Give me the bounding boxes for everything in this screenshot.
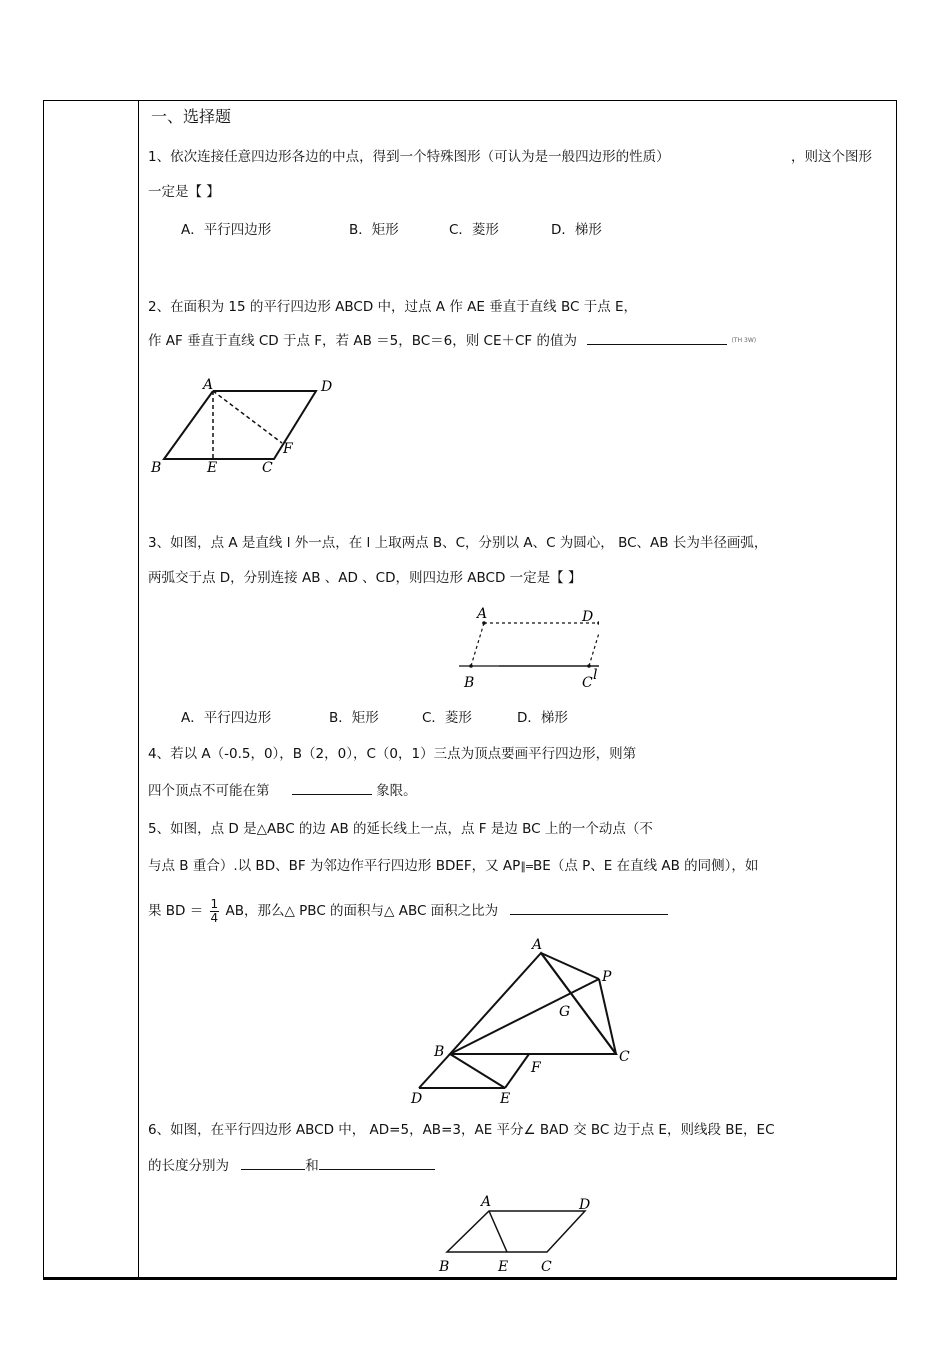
q5-line1: 5、如图，点 D 是△ABC 的边 AB 的延长线上一点，点 F 是边 BC 上的一个动点（不 <box>148 821 653 837</box>
q1-line2: 一定是【 】 <box>148 184 220 200</box>
q2-label-c: C <box>262 460 273 476</box>
q6-answer-blank-2 <box>319 1156 435 1170</box>
q5-label-c: C <box>619 1049 630 1065</box>
one-quarter-fraction <box>210 898 220 925</box>
q3-option-a: A．平行四边形 <box>181 710 272 726</box>
left-column <box>44 101 139 1277</box>
q5-line2-row <box>148 856 758 877</box>
q6-label-d: D <box>579 1197 591 1213</box>
q3-line2: 两弧交于点 D，分别连接 AB 、AD 、CD，则四边形 ABCD 一定是【 】 <box>148 570 582 586</box>
section-title: 一、选择题 <box>151 107 232 126</box>
q3-label-l: l <box>593 667 598 683</box>
q6-answer-blank-1 <box>241 1156 305 1170</box>
q3-label-d: D <box>582 609 594 625</box>
q4-line1: 4、若以 A（-0.5，0），B（2，0），C（0，1）三点为顶点要画平行四边形，则第 <box>148 746 637 762</box>
q1-option-a: A．平行四边形 <box>181 222 272 238</box>
q5-label-g: G <box>559 1004 571 1020</box>
q2-label-b: B <box>151 460 162 476</box>
q5-label-f: F <box>531 1060 541 1076</box>
q4-line2a: 四个顶点不可能在第 <box>148 783 270 799</box>
q3-construction-figure <box>449 601 599 696</box>
q5-label-b: B <box>434 1044 445 1060</box>
q2-parallelogram-figure <box>149 373 349 483</box>
q5-line3-row <box>148 897 668 925</box>
q5-label-p: P <box>602 969 612 985</box>
q5-line3a: 果 BD ＝ <box>148 903 204 919</box>
parallel-equal-symbol: ∥= <box>520 860 534 873</box>
q2-line1: 2、在面积为 15 的平行四边形 ABCD 中，过点 A 作 AE 垂直于直线 BC 于点 E， <box>148 299 638 315</box>
q2-label-e: E <box>207 460 218 476</box>
q1-line1: 1、依次连接任意四边形各边的中点，得到一个特殊图形（可认为是一般四边形的性质） <box>148 149 670 165</box>
q2-tiny-note: (TH 3W) <box>731 337 757 344</box>
q3-line1: 3、如图，点 A 是直线 l 外一点，在 l 上取两点 B、C，分别以 A、C 为圆心， BC、AB 长为半径画弧， <box>148 535 768 551</box>
q6-line2a: 的长度分别为 <box>148 1158 229 1174</box>
content-column <box>139 101 896 1277</box>
q2-label-a: A <box>203 377 214 393</box>
q6-parallelogram-figure <box>435 1189 605 1279</box>
q5-answer-blank <box>510 901 668 915</box>
q5-line2b: BE（点 P、E 在直线 AB 的同侧），如 <box>533 858 759 874</box>
q4-answer-blank <box>292 781 372 795</box>
q2-label-f: F <box>283 441 293 457</box>
q5-label-d: D <box>411 1091 423 1107</box>
q5-label-a: A <box>532 937 543 953</box>
q2-answer-blank <box>587 331 727 345</box>
q2-line2-row <box>148 331 756 351</box>
q1-line1b: ，则这个图形 <box>791 149 872 165</box>
q4-line2b: 象限。 <box>376 783 417 799</box>
q2-line2: 作 AF 垂直于直线 CD 于点 F，若 AB ＝5，BC＝6，则 CE＋CF 的值为 <box>148 333 577 349</box>
q6-label-e: E <box>498 1259 509 1275</box>
q6-line1: 6、如图，在平行四边形 ABCD 中， AD=5，AB=3，AE 平分∠ BAD 交 BC 边于点 E，则线段 BE，EC <box>148 1122 775 1138</box>
q3-option-d: D．梯形 <box>517 710 568 726</box>
q3-label-c: C <box>582 675 593 691</box>
q5-line3b: AB，那么△ PBC 的面积与△ ABC 面积之比为 <box>225 903 499 919</box>
q6-line2b: 和 <box>305 1158 319 1174</box>
q1-option-c: C．菱形 <box>449 222 499 238</box>
q2-label-d: D <box>321 379 333 395</box>
q1-option-d: D．梯形 <box>551 222 602 238</box>
fraction-numerator: 1 <box>210 896 219 911</box>
fraction-denominator: 4 <box>210 910 219 925</box>
q5-label-e: E <box>500 1091 511 1107</box>
worksheet-table <box>43 100 897 1280</box>
q1-option-b: B．矩形 <box>349 222 399 238</box>
q3-label-a: A <box>477 606 488 622</box>
q3-option-c: C．菱形 <box>422 710 472 726</box>
q4-line2-row <box>148 781 417 801</box>
q3-label-b: B <box>464 675 475 691</box>
q5-triangle-figure <box>409 931 639 1111</box>
q5-line2a: 与点 B 重合）.以 BD、BF 为邻边作平行四边形 BDEF，又 AP <box>148 858 521 874</box>
q6-label-b: B <box>439 1259 450 1275</box>
q6-label-a: A <box>481 1194 492 1210</box>
q6-line2-row <box>148 1156 435 1176</box>
q6-label-c: C <box>541 1259 552 1275</box>
q3-option-b: B．矩形 <box>329 710 379 726</box>
